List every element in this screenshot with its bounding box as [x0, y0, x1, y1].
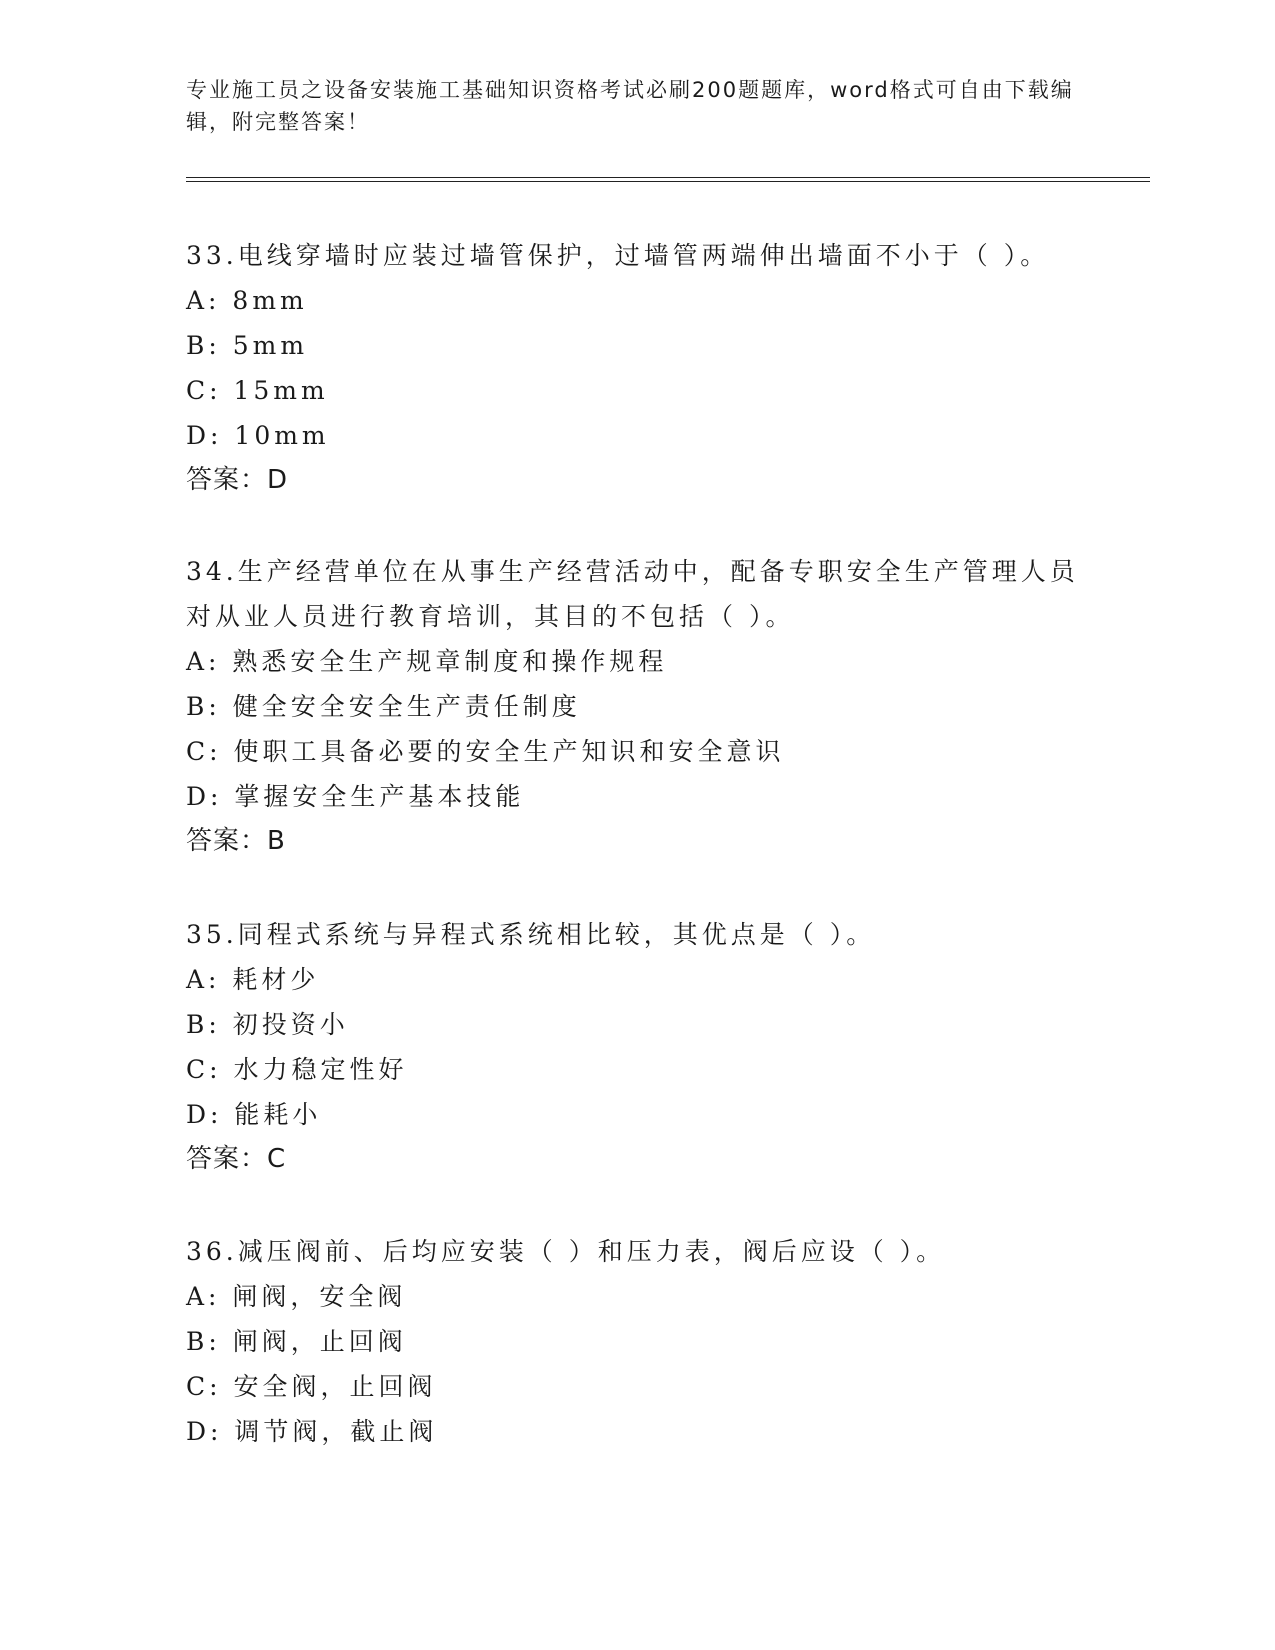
question-33	[186, 233, 1086, 503]
option-b: B: 初投资小	[186, 1010, 349, 1039]
answer-text: 答案：C	[186, 1144, 287, 1174]
question-stem: 33.电线穿墙时应装过墙管保护，过墙管两端伸出墙面不小于（ ）。	[186, 241, 1050, 270]
answer-text: 答案：B	[186, 826, 286, 856]
option-c: C: 使职工具备必要的安全生产知识和安全意识	[186, 737, 785, 766]
option-a: A: 闸阀，安全阀	[186, 1282, 407, 1311]
question-stem: 34.生产经营单位在从事生产经营活动中，配备专职安全生产管理人员对从业人员进行教育培训，其目的不包括（ ）。	[186, 557, 1079, 631]
answer-text: 答案：D	[186, 465, 289, 495]
option-b: B: 闸阀，止回阀	[186, 1327, 407, 1356]
question-35	[186, 912, 1086, 1182]
option-d: D: 能耗小	[186, 1100, 322, 1129]
option-b: B: 5mm	[186, 331, 309, 360]
option-a: A: 耗材少	[186, 965, 320, 994]
question-stem: 36.减压阀前、后均应安装（ ）和压力表，阀后应设（ ）。	[186, 1237, 946, 1266]
option-c: C: 水力稳定性好	[186, 1055, 408, 1084]
option-d: D: 10mm	[186, 421, 330, 450]
option-d: D: 调节阀，截止阀	[186, 1417, 438, 1446]
question-34	[186, 549, 1086, 864]
question-36	[186, 1229, 1086, 1454]
header-divider-bottom	[186, 181, 1150, 182]
option-c: C: 安全阀，止回阀	[186, 1372, 437, 1401]
header-divider-top	[186, 177, 1150, 178]
option-d: D: 掌握安全生产基本技能	[186, 782, 525, 811]
document-header	[186, 74, 1086, 138]
option-b: B: 健全安全安全生产责任制度	[186, 692, 581, 721]
option-c: C: 15mm	[186, 376, 329, 405]
header-text: 专业施工员之设备安装施工基础知识资格考试必刷200题题库，word格式可自由下载编辑，附完整答案！	[186, 78, 1074, 134]
question-stem: 35.同程式系统与异程式系统相比较，其优点是（ ）。	[186, 920, 876, 949]
option-a: A: 8mm	[186, 286, 308, 315]
option-a: A: 熟悉安全生产规章制度和操作规程	[186, 647, 668, 676]
